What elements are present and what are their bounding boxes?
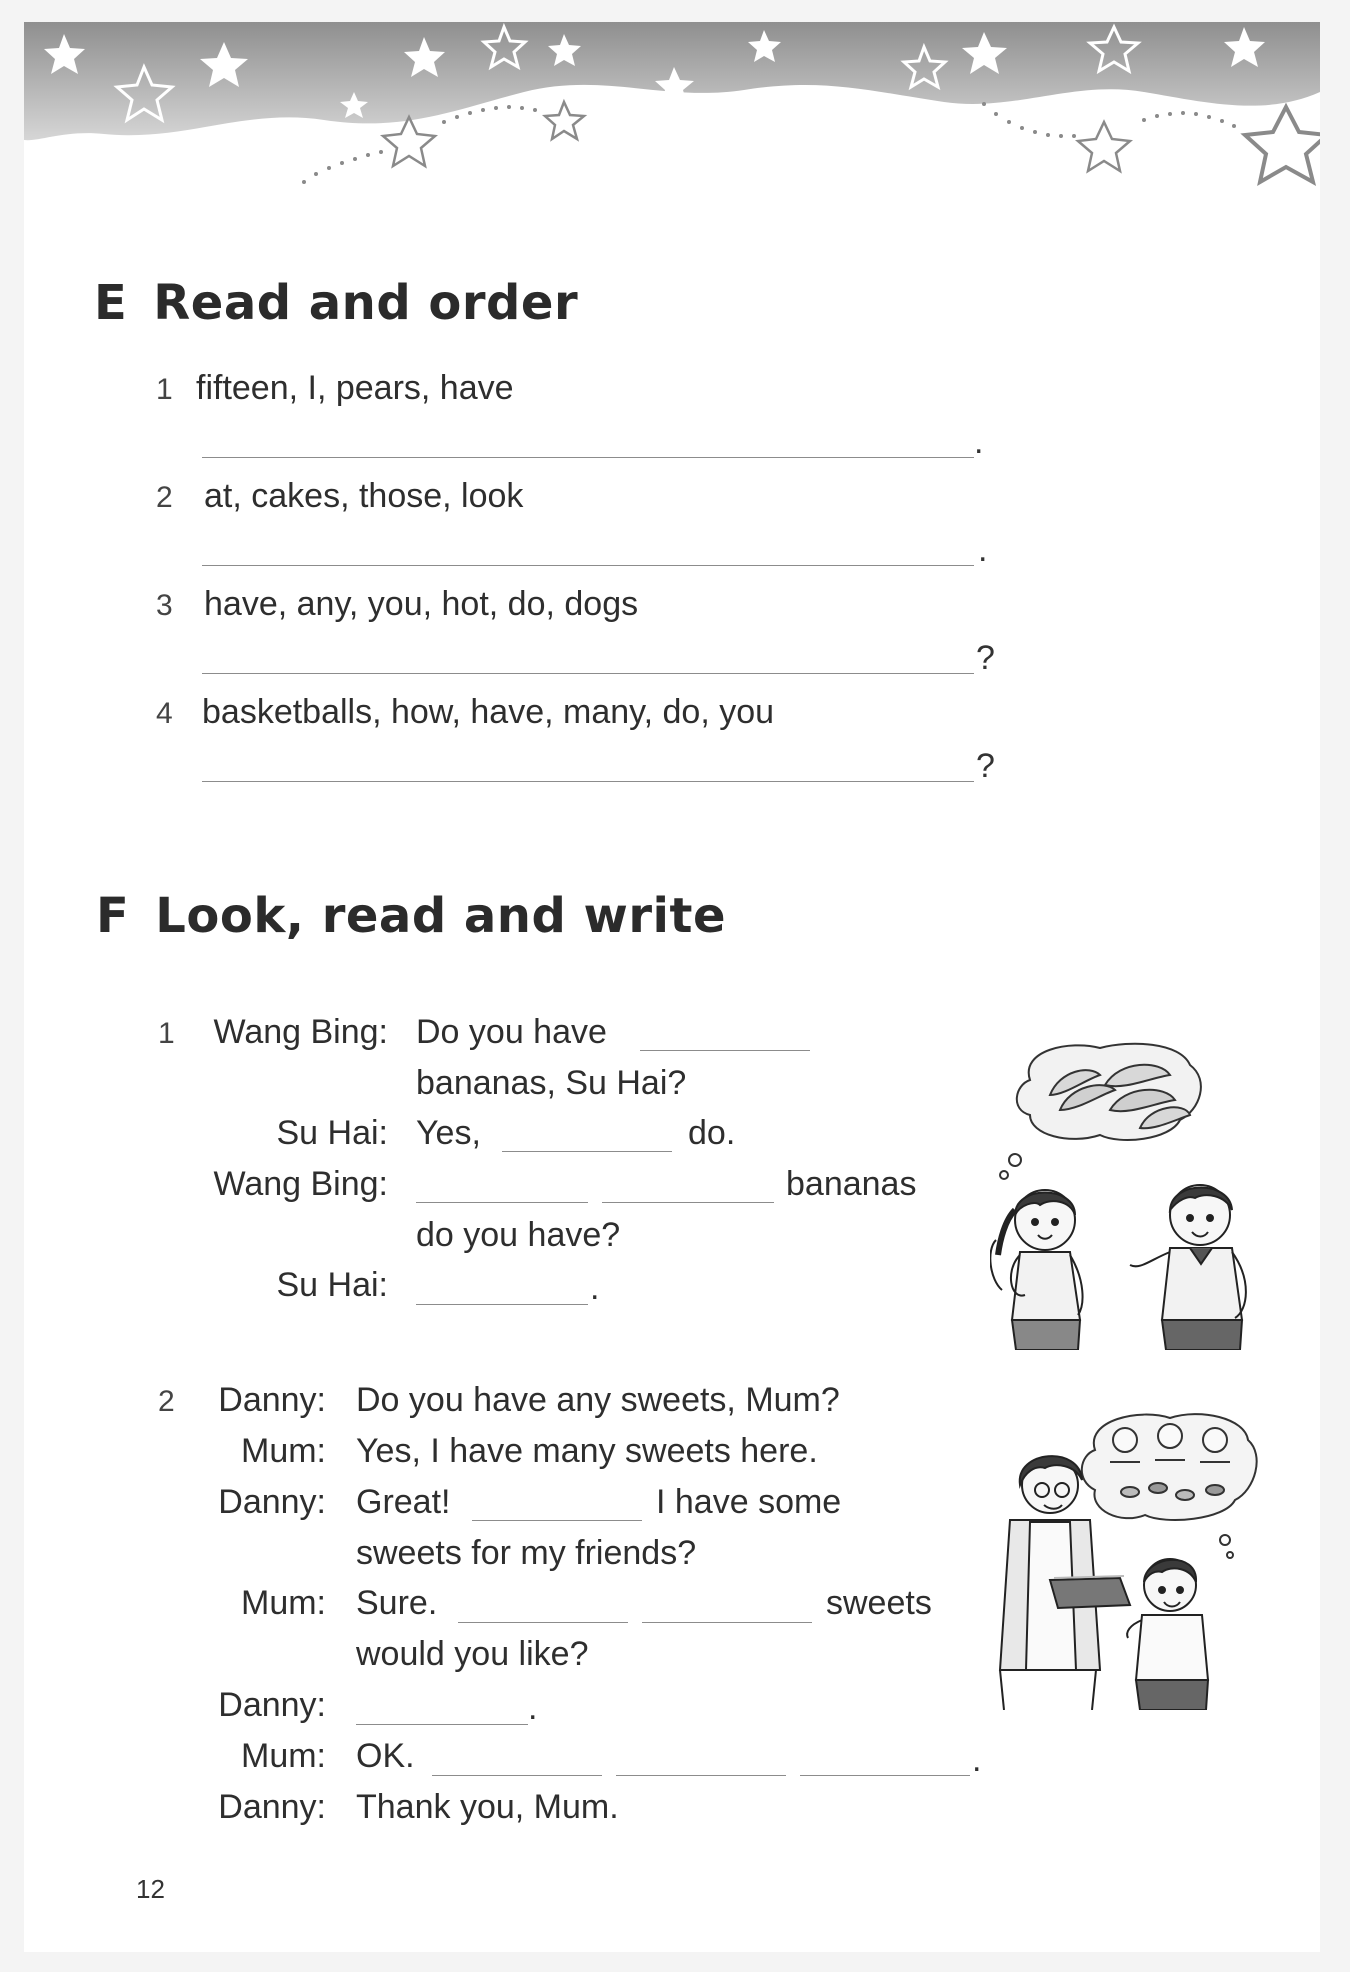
- speaker-label: Mum:: [241, 1584, 326, 1622]
- answer-line[interactable]: [202, 565, 974, 566]
- scrambled-words: fifteen, I, pears, have: [196, 369, 514, 407]
- dialogue-text: OK.: [356, 1737, 415, 1775]
- dialogue-text: do you have?: [416, 1216, 621, 1254]
- dialogue-text: sweets: [826, 1584, 932, 1622]
- end-mark: .: [974, 423, 984, 461]
- speaker-label: Su Hai:: [276, 1266, 388, 1304]
- dialogue-text: bananas: [786, 1165, 917, 1203]
- star-outline-icon: [1078, 122, 1130, 171]
- dialogue-text: Yes, I have many sweets here.: [356, 1432, 818, 1470]
- dialogue-number: 2: [158, 1385, 175, 1418]
- dialogue-text: Do you have: [416, 1013, 607, 1051]
- section-f-heading: [96, 888, 726, 944]
- illustration-mum-danny-sweets: [980, 1410, 1280, 1710]
- section-title: Read and order: [153, 275, 579, 331]
- item-number: 4: [156, 697, 173, 730]
- scrambled-words: basketballs, how, have, many, do, you: [202, 693, 775, 731]
- speaker-label: Danny:: [218, 1381, 326, 1419]
- speaker-label: Mum:: [241, 1432, 326, 1470]
- section-title: Look, read and write: [155, 888, 726, 944]
- section-letter: F: [96, 888, 130, 944]
- dialogue-number: 1: [158, 1017, 175, 1050]
- dialogue-text: Thank you, Mum.: [356, 1788, 619, 1826]
- speaker-label: Su Hai:: [276, 1114, 388, 1152]
- dialogue-text: Sure.: [356, 1584, 438, 1622]
- section-letter: E: [94, 275, 128, 331]
- answer-line[interactable]: [202, 673, 974, 674]
- end-mark: ?: [976, 639, 995, 677]
- fill-in-blank[interactable]: [416, 1304, 588, 1305]
- star-outline-icon: [383, 117, 435, 166]
- dialogue-text: sweets for my friends?: [356, 1534, 697, 1572]
- dialogue-text: Do you have any sweets, Mum?: [356, 1381, 840, 1419]
- scrambled-words: have, any, you, hot, do, dogs: [204, 585, 639, 623]
- item-number: 3: [156, 589, 173, 622]
- fill-in-blank[interactable]: [642, 1622, 812, 1623]
- dialogue-text: Great!: [356, 1483, 451, 1521]
- dialogue-text: would you like?: [356, 1635, 589, 1673]
- fill-in-blank[interactable]: [602, 1202, 774, 1203]
- scrambled-words: at, cakes, those, look: [204, 477, 524, 515]
- answer-line[interactable]: [202, 781, 974, 782]
- star-outline-icon: [545, 102, 584, 139]
- answer-line[interactable]: [202, 457, 974, 458]
- dialogue-text: .: [528, 1689, 538, 1727]
- star-banner: [24, 22, 1320, 212]
- speaker-label: Mum:: [241, 1737, 326, 1775]
- dialogue-text: Yes,: [416, 1114, 481, 1152]
- item-number: 1: [156, 373, 173, 406]
- fill-in-blank[interactable]: [472, 1520, 642, 1521]
- speaker-label: Wang Bing:: [213, 1165, 388, 1203]
- speaker-label: Danny:: [218, 1686, 326, 1724]
- fill-in-blank[interactable]: [640, 1050, 810, 1051]
- speaker-label: Danny:: [218, 1483, 326, 1521]
- dialogue-text: bananas, Su Hai?: [416, 1064, 687, 1102]
- dialogue-text: do.: [688, 1114, 736, 1152]
- speaker-label: Wang Bing:: [213, 1013, 388, 1051]
- fill-in-blank[interactable]: [356, 1724, 528, 1725]
- fill-in-blank[interactable]: [432, 1775, 602, 1776]
- page-number: 12: [136, 1874, 165, 1904]
- item-number: 2: [156, 481, 173, 514]
- fill-in-blank[interactable]: [616, 1775, 786, 1776]
- speaker-label: Danny:: [218, 1788, 326, 1826]
- dialogue-text: .: [972, 1741, 982, 1779]
- dialogue-text: .: [590, 1269, 600, 1307]
- end-mark: ?: [976, 747, 995, 785]
- illustration-girl-boy-bananas: [990, 1040, 1280, 1350]
- fill-in-blank[interactable]: [416, 1202, 588, 1203]
- fill-in-blank[interactable]: [800, 1775, 970, 1776]
- star-outline-icon: [1245, 107, 1320, 182]
- dialogue-text: I have some: [656, 1483, 842, 1521]
- section-e-heading: [94, 275, 578, 331]
- end-mark: .: [978, 531, 988, 569]
- fill-in-blank[interactable]: [458, 1622, 628, 1623]
- fill-in-blank[interactable]: [502, 1151, 672, 1152]
